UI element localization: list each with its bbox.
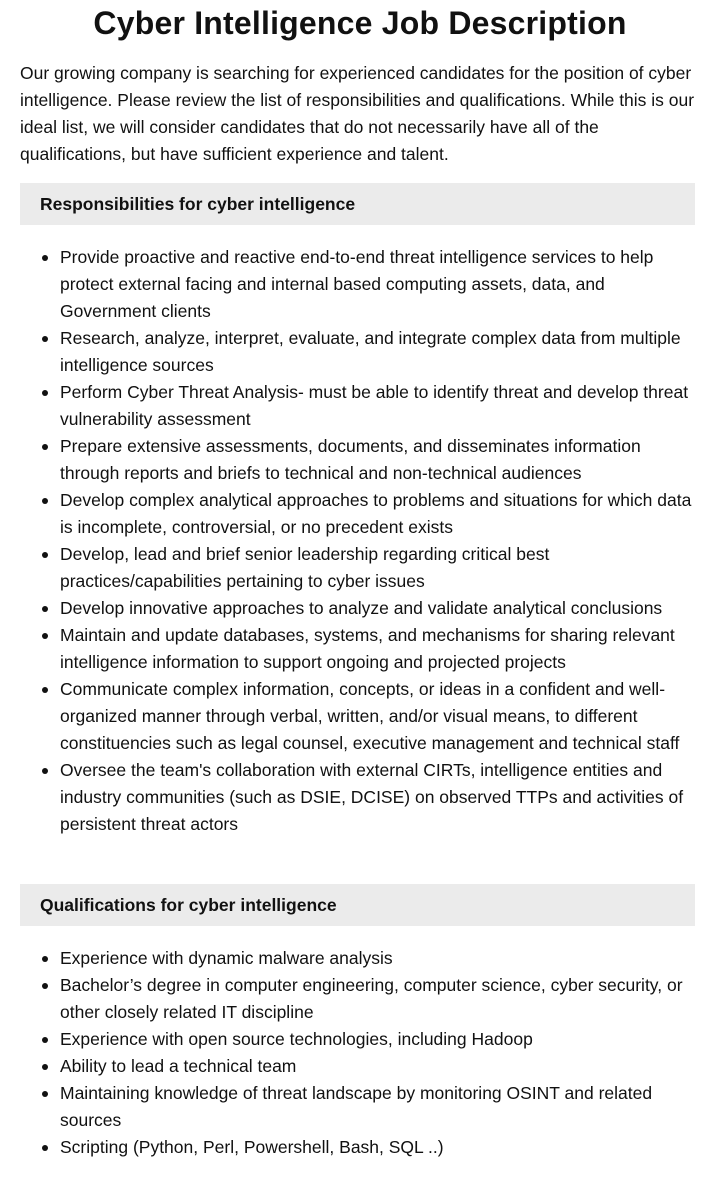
- list-item: Experience with dynamic malware analysis: [60, 945, 696, 972]
- list-item: Experience with open source technologies, including Hadoop: [60, 1026, 696, 1053]
- list-item: Prepare extensive assessments, documents, and disseminates information through reports and briefs to technical and non-technical audiences: [60, 433, 696, 487]
- list-item: Ability to lead a technical team: [60, 1053, 696, 1080]
- list-item: Bachelor’s degree in computer engineering, computer science, cyber security, or other closely related IT discipline: [60, 972, 696, 1026]
- list-item: Maintain and update databases, systems, and mechanisms for sharing relevant intelligence information to support ongoing and projected projects: [60, 622, 696, 676]
- list-item: Develop, lead and brief senior leadership regarding critical best practices/capabilities pertaining to cyber issues: [60, 541, 696, 595]
- qualifications-list: [20, 945, 696, 1161]
- qualifications-heading: Qualifications for cyber intelligence: [20, 884, 695, 926]
- responsibilities-heading: Responsibilities for cyber intelligence: [20, 183, 695, 225]
- list-item: Develop innovative approaches to analyze and validate analytical conclusions: [60, 595, 696, 622]
- list-item: Perform Cyber Threat Analysis- must be able to identify threat and develop threat vulnerability assessment: [60, 379, 696, 433]
- list-item: Communicate complex information, concepts, or ideas in a confident and well-organized manner through verbal, written, and/or visual means, to different constituencies such as legal counsel, executive management and technical staff: [60, 676, 696, 757]
- responsibilities-list: [20, 244, 696, 838]
- list-item: Oversee the team's collaboration with external CIRTs, intelligence entities and industry communities (such as DSIE, DCISE) on observed TTPs and activities of persistent threat actors: [60, 757, 696, 838]
- page-title: Cyber Intelligence Job Description: [93, 5, 627, 41]
- list-item: Scripting (Python, Perl, Powershell, Bash, SQL ..): [60, 1134, 696, 1161]
- list-item: Maintaining knowledge of threat landscape by monitoring OSINT and related sources: [60, 1080, 696, 1134]
- intro-paragraph: Our growing company is searching for experienced candidates for the position of cyber intelligence. Please review the list of responsibilities and qualifications. While this is our ideal list, we will consider candidates that do not necessarily have all of the qualifications, but have sufficient experience and talent.: [20, 63, 695, 164]
- list-item: Research, analyze, interpret, evaluate, and integrate complex data from multiple intelligence sources: [60, 325, 696, 379]
- list-item: Provide proactive and reactive end-to-end threat intelligence services to help protect external facing and internal based computing assets, data, and Government clients: [60, 244, 696, 325]
- list-item: Develop complex analytical approaches to problems and situations for which data is incomplete, controversial, or no precedent exists: [60, 487, 696, 541]
